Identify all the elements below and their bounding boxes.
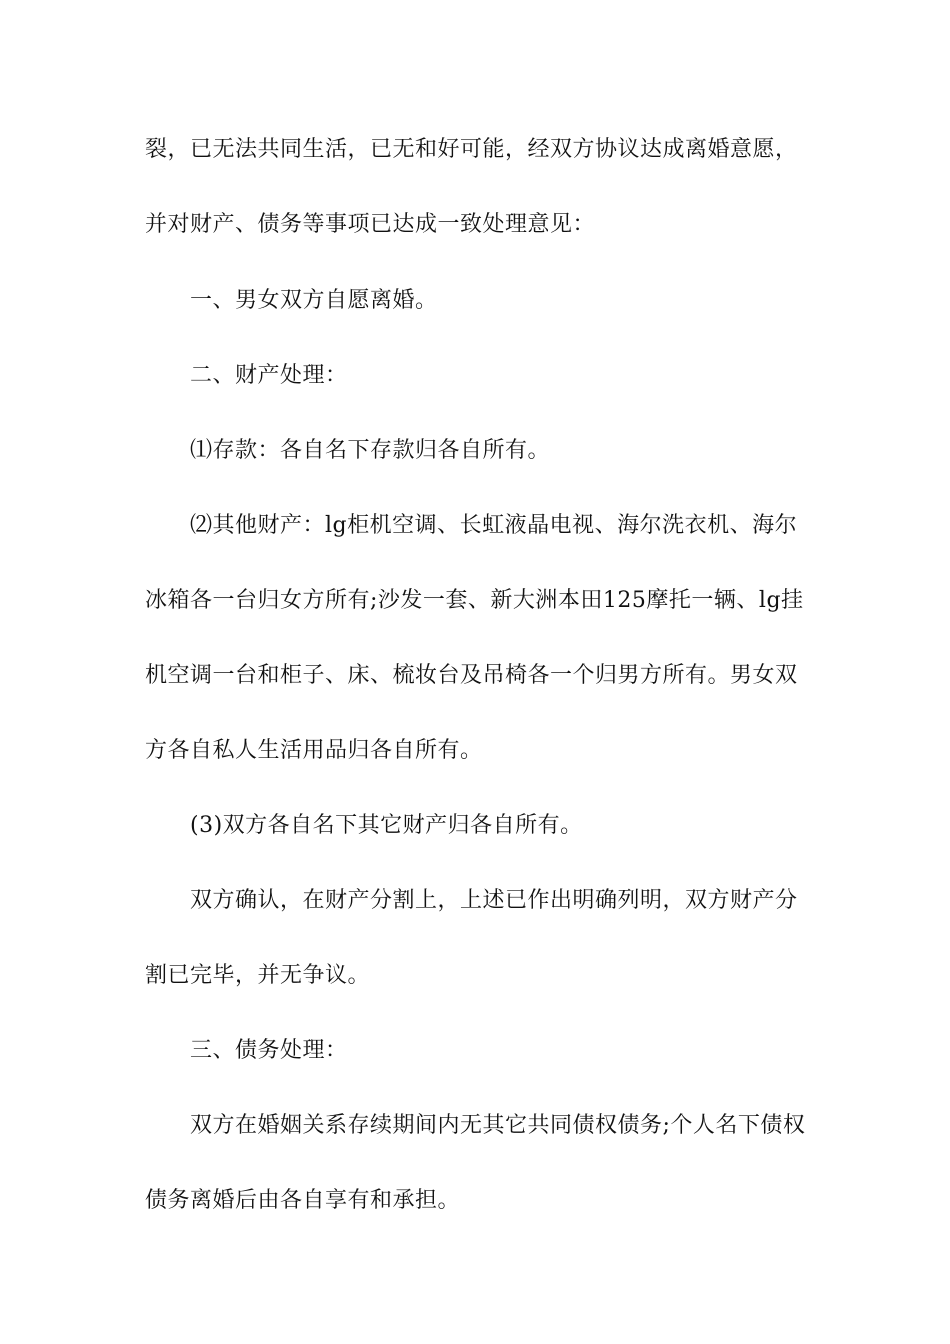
text-line: 债务离婚后由各自享有和承担。 [145,1188,461,1213]
text-line: ⑵其他财产：lg柜机空调、长虹液晶电视、海尔洗衣机、海尔 [190,513,798,538]
text-line: 双方确认，在财产分割上，上述已作出明确列明，双方财产分 [190,888,798,913]
text-line: 并对财产、债务等事项已达成一致处理意见： [145,212,596,237]
text-line: 机空调一台和柜子、床、梳妆台及吊椅各一个归男方所有。男女双 [145,663,798,688]
text-line: 冰箱各一台归女方所有;沙发一套、新大洲本田125摩托一辆、lg挂 [145,588,804,613]
section-heading: 一、男女双方自愿离婚。 [190,288,438,313]
text-line: 双方在婚姻关系存续期间内无其它共同债权债务;个人名下债权 [190,1113,806,1138]
text-line: 裂，已无法共同生活，已无和好可能，经双方协议达成离婚意愿， [145,137,798,162]
text-line: (3)双方各自名下其它财产归各自所有。 [190,813,583,838]
section-heading: 三、债务处理： [190,1038,348,1063]
section-heading: 二、财产处理： [190,363,348,388]
text-line: 割已完毕，并无争议。 [145,963,371,988]
text-line: 方各自私人生活用品归各自所有。 [145,738,483,763]
text-line: ⑴存款：各自名下存款归各自所有。 [190,438,551,463]
